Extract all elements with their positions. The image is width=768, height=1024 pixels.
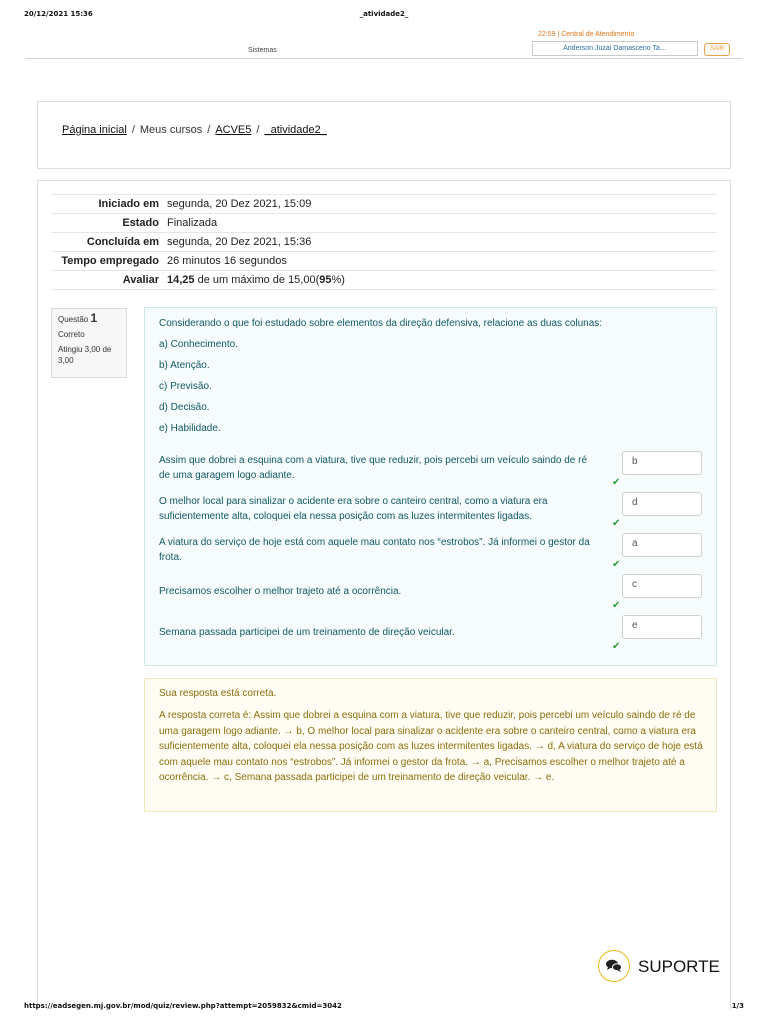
summary-value: segunda, 20 Dez 2021, 15:36 (163, 233, 717, 252)
summary-label: Estado (51, 214, 163, 233)
summary-row (51, 233, 717, 252)
print-title: _atividade2_ (359, 10, 409, 18)
breadcrumb-my-courses: Meus cursos (139, 124, 203, 136)
check-icon: ✔ (612, 518, 621, 529)
feedback-box (144, 678, 717, 812)
attempt-summary-table (51, 194, 717, 290)
question-status: Correto (58, 330, 85, 339)
option-item: e) Habilidade. (159, 423, 221, 434)
check-icon: ✔ (612, 641, 621, 652)
support-label[interactable]: SUPORTE (638, 957, 720, 976)
summary-value: 26 minutos 16 segundos (163, 252, 717, 271)
match-statement: Semana passada participei de um treinamento de direção veicular. (159, 627, 455, 638)
option-item: a) Conhecimento. (159, 339, 238, 350)
grade-max: de um máximo de 15,00( (194, 274, 320, 286)
check-icon: ✔ (612, 477, 621, 488)
option-item: d) Decisão. (159, 402, 210, 413)
chat-icon-glyph (606, 959, 622, 973)
summary-row (51, 252, 717, 271)
summary-label: Concluída em (51, 233, 163, 252)
print-date: 20/12/2021 15:36 (24, 10, 93, 18)
option-item: c) Previsão. (159, 381, 212, 392)
summary-label: Iniciado em (51, 195, 163, 214)
question-info-box (51, 308, 127, 378)
match-answer-select[interactable]: c (622, 574, 702, 598)
grade-score: 14,25 (167, 274, 195, 286)
breadcrumb-separator: / (256, 124, 260, 136)
feedback-title: Sua resposta está correta. (159, 688, 277, 699)
question-text (159, 317, 704, 435)
correct-answer-text: A resposta correta é: Assim que dobrei a esquina com a viatura, tive que reduzir, pois percebi um veículo saindo de ré de uma garagem logo adiante. → b, O melhor local para sinalizar o acidente era sobre o canteiro central, como a viatura era suficientemente alta, coloquei ela nessa posição com as luzes intermitentes ligadas. → d, A viatura do serviço de hoje está com aquele mau contato nos “estrobos”. Já informei o gestor da frota. → a, Precisamos escolher o melhor trajeto até a ocorrência. → c, Semana passada participei de um treinamento de direção veicular. → e. (159, 710, 703, 783)
print-footer (24, 1002, 744, 1014)
match-statement: A viatura do serviço de hoje está com aquele mau contato nos “estrobos”. Já informei o gestor da frota. (159, 537, 590, 563)
breadcrumb-separator: / (207, 124, 211, 136)
breadcrumb-card (37, 101, 731, 169)
breadcrumb (62, 124, 327, 136)
match-answer-select[interactable]: d (622, 492, 702, 516)
question-content (144, 307, 717, 666)
user-menu[interactable]: Anderson Juzai Damasceno Ta… (532, 41, 698, 56)
clock-help-link[interactable]: 22:59 | Central de Atendimento (538, 31, 635, 38)
sistemas-menu[interactable]: Sistemas (248, 47, 277, 54)
logout-button[interactable]: SAIR (704, 43, 730, 56)
summary-value: Finalizada (163, 214, 717, 233)
match-statement: Assim que dobrei a esquina com a viatura, tive que reduzir, pois percebi um veículo saindo de ré de uma garagem logo adiante. (159, 455, 588, 481)
check-icon: ✔ (612, 559, 621, 570)
question-number-value: 1 (90, 311, 98, 325)
summary-row-grade (51, 271, 717, 290)
summary-label: Avaliar (51, 271, 163, 290)
breadcrumb-separator: / (131, 124, 135, 136)
print-url: https://eadsegen.mj.gov.br/mod/quiz/review.php?attempt=2059832&cmid=3042 (24, 1002, 342, 1010)
summary-row (51, 214, 717, 233)
breadcrumb-activity-link[interactable]: _atividade2_ (264, 124, 327, 136)
match-statement: Precisamos escolher o melhor trajeto até a ocorrência. (159, 586, 402, 597)
summary-label: Tempo empregado (51, 252, 163, 271)
question-points: Atingiu 3,00 de 3,00 (58, 345, 112, 365)
top-bar (26, 28, 742, 59)
match-answer-select[interactable]: a (622, 533, 702, 557)
question-prompt: Considerando o que foi estudado sobre elementos da direção defensiva, relacione as duas colunas: (159, 318, 603, 329)
match-statement: O melhor local para sinalizar o acidente era sobre o canteiro central, como a viatura era suficientemente alta, coloquei ela nessa posição com as luzes intermitentes ligadas. (159, 496, 548, 522)
print-header (24, 10, 744, 22)
option-item: b) Atenção. (159, 360, 210, 371)
breadcrumb-home-link[interactable]: Página inicial (62, 124, 127, 136)
support-button[interactable] (598, 950, 728, 984)
question-prefix: Questão (58, 315, 89, 324)
question-number (58, 313, 120, 325)
match-answer-select[interactable]: b (622, 451, 702, 475)
grade-percent-end: %) (331, 274, 345, 286)
grade-percent: 95 (319, 274, 332, 286)
breadcrumb-course-link[interactable]: ACVE5 (215, 124, 252, 136)
grade-value (163, 271, 717, 290)
summary-value: segunda, 20 Dez 2021, 15:09 (163, 195, 717, 214)
summary-row (51, 195, 717, 214)
print-page-number: 1/3 (731, 1002, 744, 1010)
check-icon: ✔ (612, 600, 621, 611)
chat-icon[interactable] (598, 950, 630, 982)
match-answer-select[interactable]: e (622, 615, 702, 639)
